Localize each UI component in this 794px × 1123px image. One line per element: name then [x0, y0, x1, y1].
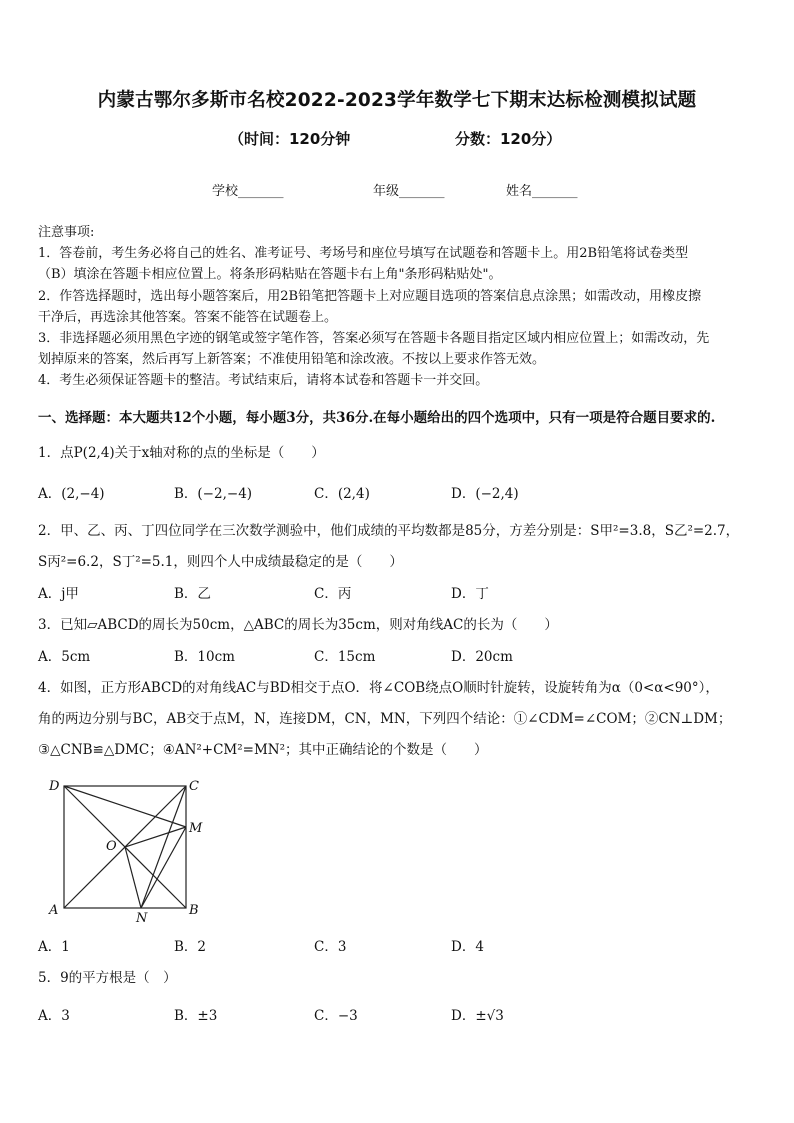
option-b[interactable]: B．±3: [174, 1008, 218, 1024]
note-line: 1．答卷前，考生务必将自己的姓名、准考证号、考场号和座位号填写在试题卷和答题卡上。用2B铅笔将试卷类型: [38, 246, 689, 262]
note-line: 4．考生必须保证答题卡的整洁。考试结束后，请将本试卷和答题卡一并交回。: [38, 373, 489, 389]
option-c[interactable]: C．(2,4): [314, 486, 370, 502]
option-b[interactable]: B．乙: [174, 586, 211, 602]
question-4-stem-line2: 角的两边分别与BC，AB交于点M，N，连接DM，CN，MN，下列四个结论：①∠CDM=∠COM；②CN⊥DM；: [38, 711, 732, 727]
label-m: M: [189, 821, 203, 836]
question-2-options: [38, 582, 768, 604]
option-d[interactable]: D．4: [451, 939, 484, 955]
time-limit: （时间：120分钟: [229, 130, 351, 148]
segment-dm: [64, 786, 186, 827]
option-a[interactable]: A．5cm: [38, 649, 91, 665]
question-3-stem: 3．已知▱ABCD的周长为50cm，△ABC的周长为35cm，则对角线AC的长为（ ）: [38, 617, 558, 633]
label-n: N: [136, 911, 148, 924]
question-5-options: [38, 1004, 768, 1026]
option-d[interactable]: D．(−2,4): [451, 486, 519, 502]
label-a: A: [49, 903, 59, 918]
question-1-stem: 1．点P(2,4)关于x轴对称的点的坐标是（ ）: [38, 445, 325, 461]
question-2-stem-line2: S丙²=6.2，S丁²=5.1，则四个人中成绩最稳定的是（ ）: [38, 554, 403, 570]
option-a[interactable]: A．j甲: [38, 586, 79, 602]
grade-field[interactable]: 年级_______: [373, 184, 445, 199]
note-line: （B）填涂在答题卡相应位置上。将条形码粘贴在答题卡右上角"条形码粘贴处"。: [38, 267, 502, 283]
notes-heading: 注意事项:: [38, 225, 95, 240]
question-4-stem-line1: 4．如图，正方形ABCD的对角线AC与BD相交于点O．将∠COB绕点O顺时针旋转，设旋转角为α（0<α<90°），: [38, 680, 719, 696]
exam-notes: [38, 222, 762, 392]
option-c[interactable]: C．15cm: [314, 649, 376, 665]
label-c: C: [189, 779, 199, 794]
square-geometry-figure: [44, 774, 214, 924]
question-4-stem-line3: ③△CNB≌△DMC；④AN²+CM²=MN²；其中正确结论的个数是（ ）: [38, 742, 488, 758]
option-c[interactable]: C．3: [314, 939, 347, 955]
note-line: 3．非选择题必须用黑色字迹的钢笔或签字笔作答，答案必须写在答题卡各题目指定区域内相应位置上；如需改动，先: [38, 331, 710, 347]
label-b: B: [189, 903, 199, 918]
exam-title: 内蒙古鄂尔多斯市名校2022-2023学年数学七下期末达标检测模拟试题: [97, 90, 697, 111]
name-field[interactable]: 姓名_______: [506, 184, 578, 199]
option-b[interactable]: B．(−2,−4): [174, 486, 253, 502]
total-score: 分数：120分）: [455, 130, 562, 148]
question-1-options: [38, 482, 768, 504]
note-line: 划掉原来的答案，然后再写上新答案；不准使用铅笔和涂改液。不按以上要求作答无效。: [38, 352, 546, 368]
option-d[interactable]: D．±√3: [451, 1008, 504, 1024]
label-o: O: [106, 839, 117, 854]
option-d[interactable]: D．丁: [451, 586, 489, 602]
option-c[interactable]: C．−3: [314, 1008, 358, 1024]
option-a[interactable]: A．(2,−4): [38, 486, 105, 502]
note-line: 干净后，再选涂其他答案。答案不能答在试题卷上。: [38, 309, 338, 325]
option-d[interactable]: D．20cm: [451, 649, 513, 665]
question-3-options: [38, 645, 768, 667]
note-line: 2．作答选择题时，选出每小题答案后，用2B铅笔把答题卡上对应题目选项的答案信息点涂黑；如需改动，用橡皮擦: [38, 288, 702, 304]
option-b[interactable]: B．10cm: [174, 649, 235, 665]
section-heading: 一、选择题：本大题共12个小题，每小题3分，共36分.在每小题给出的四个选项中，只有一项是符合题目要求的.: [38, 410, 716, 426]
option-c[interactable]: C．丙: [314, 586, 352, 602]
label-d: D: [49, 779, 60, 794]
option-a[interactable]: A．1: [38, 939, 70, 955]
segment-on: [125, 847, 141, 908]
segment-cn: [141, 786, 186, 908]
question-2-stem-line1: 2．甲、乙、丙、丁四位同学在三次数学测验中，他们成绩的平均数都是85分，方差分别是：S甲²=3.8，S乙²=2.7，: [38, 523, 740, 539]
question-5-stem: 5．9的平方根是（ ）: [38, 970, 177, 986]
question-4-options: [38, 935, 768, 957]
option-b[interactable]: B．2: [174, 939, 207, 955]
school-field[interactable]: 学校_______: [212, 184, 284, 199]
option-a[interactable]: A．3: [38, 1008, 70, 1024]
